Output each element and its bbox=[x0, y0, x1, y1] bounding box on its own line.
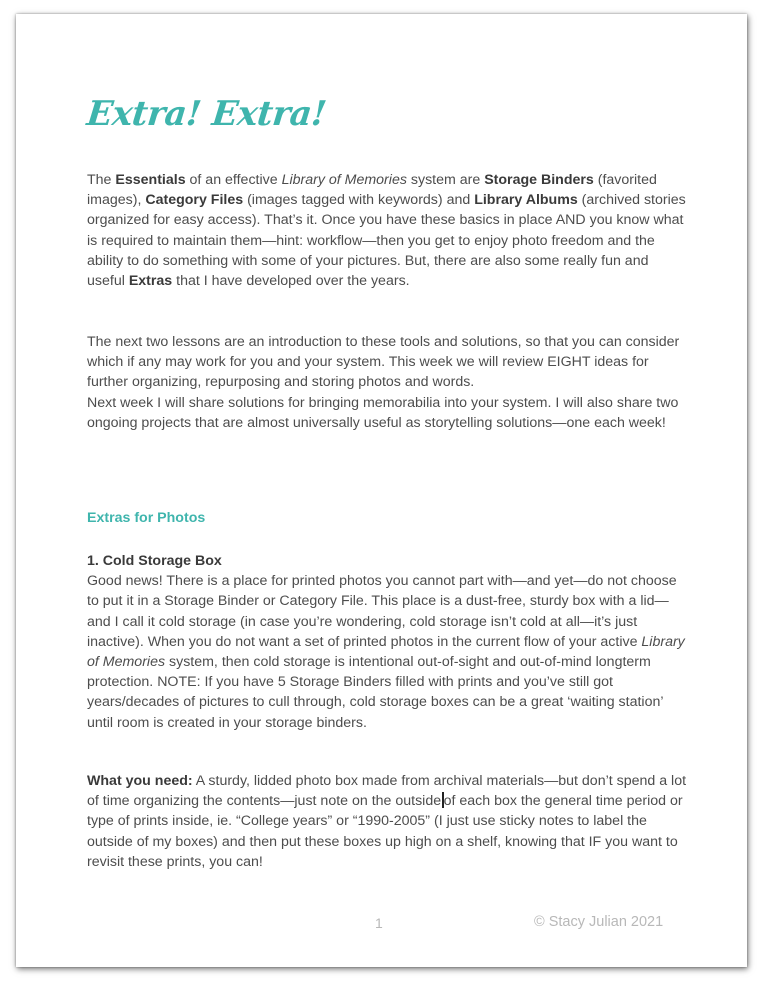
lessons-line-1: The next two lessons are an introduction to these tools and solutions, so that you can consider which if any may work for you and your system. This week we will review EIGHT ideas for further organizing, repurposing and storing photos and words. bbox=[87, 334, 680, 391]
term-category-files: Category Files bbox=[145, 192, 244, 209]
item-text-1: Good news! There is a place for printed photos you cannot part with—and yet—do not choose to put it in a Storage Binder or Category File. This place is a dust-free, sturdy box with a lid—and I call it cold storage (in case you’re wondering, cold storage isn’t cold at all—it’s just inactive). When you do not want a set of printed photos in the current flow of your active bbox=[87, 573, 677, 650]
term-library-albums: Library Albums bbox=[474, 192, 578, 209]
lessons-paragraph bbox=[87, 332, 687, 433]
term-storage-binders: Storage Binders bbox=[484, 172, 594, 188]
term-library-of-memories: Library of Memories bbox=[281, 172, 407, 188]
copyright-notice: © Stacy Julian 2021 bbox=[534, 914, 664, 930]
intro-text-3: system are bbox=[406, 172, 485, 188]
intro-text-6: (archived stories organized for easy access). That’s it. Once you have these basics in place AND you know what is required to maintain them—hint: workflow—then you get to enjoy photo freedom and the ability to do something with some of your pictures. But, there are also some really fun and useful bbox=[87, 192, 686, 290]
term-essentials: Essentials bbox=[115, 172, 186, 188]
what-you-need-paragraph bbox=[87, 771, 687, 872]
item-cold-storage-box bbox=[87, 551, 687, 733]
term-library-of-memories-2: Library of Memories bbox=[87, 633, 685, 671]
page-number: 1 bbox=[375, 915, 383, 931]
what-you-need-text-1: A sturdy, lidded photo box made from archival materials—but don’t spend a lot of time organizing the contents—just note on the outside bbox=[87, 773, 687, 810]
item-text-2: system, then cold storage is intentional out-of-sight and out-of-mind longterm protection. NOTE: If you have 5 Storage Binders filled with prints and you’ve still got years/decades of pictures to cull through, cold storage boxes can be a great ‘waiting station’ until room is created in your storage binders. bbox=[87, 654, 663, 731]
what-you-need-label: What you need: bbox=[87, 773, 193, 789]
document-page bbox=[16, 14, 747, 967]
intro-text-2: of an effective bbox=[185, 172, 282, 188]
lessons-line-2: Next week I will share solutions for bringing memorabilia into your system. I will also share two ongoing projects that are almost universally useful as storytelling solutions—one each week! bbox=[87, 394, 679, 431]
intro-paragraph bbox=[87, 170, 687, 291]
page-heading: Extra! Extra! bbox=[84, 94, 328, 134]
intro-text-4: (favorited images), bbox=[87, 172, 657, 209]
intro-text-5: (images tagged with keywords) and bbox=[243, 192, 475, 209]
what-you-need-text-2: of each box the general time period or type of prints inside, ie. “College years” or “1990-2005” (I just use sticky notes to label the outside of my boxes) and then put these boxes up high on a shelf, knowing that IF you want to revisit these prints, you can! bbox=[87, 793, 683, 870]
intro-text-7: that I have developed over the years. bbox=[172, 273, 410, 290]
term-extras: Extras bbox=[128, 273, 173, 290]
intro-text-1: The bbox=[87, 172, 116, 188]
item-title: 1. Cold Storage Box bbox=[87, 553, 222, 569]
section-title: Extras for Photos bbox=[87, 510, 206, 526]
